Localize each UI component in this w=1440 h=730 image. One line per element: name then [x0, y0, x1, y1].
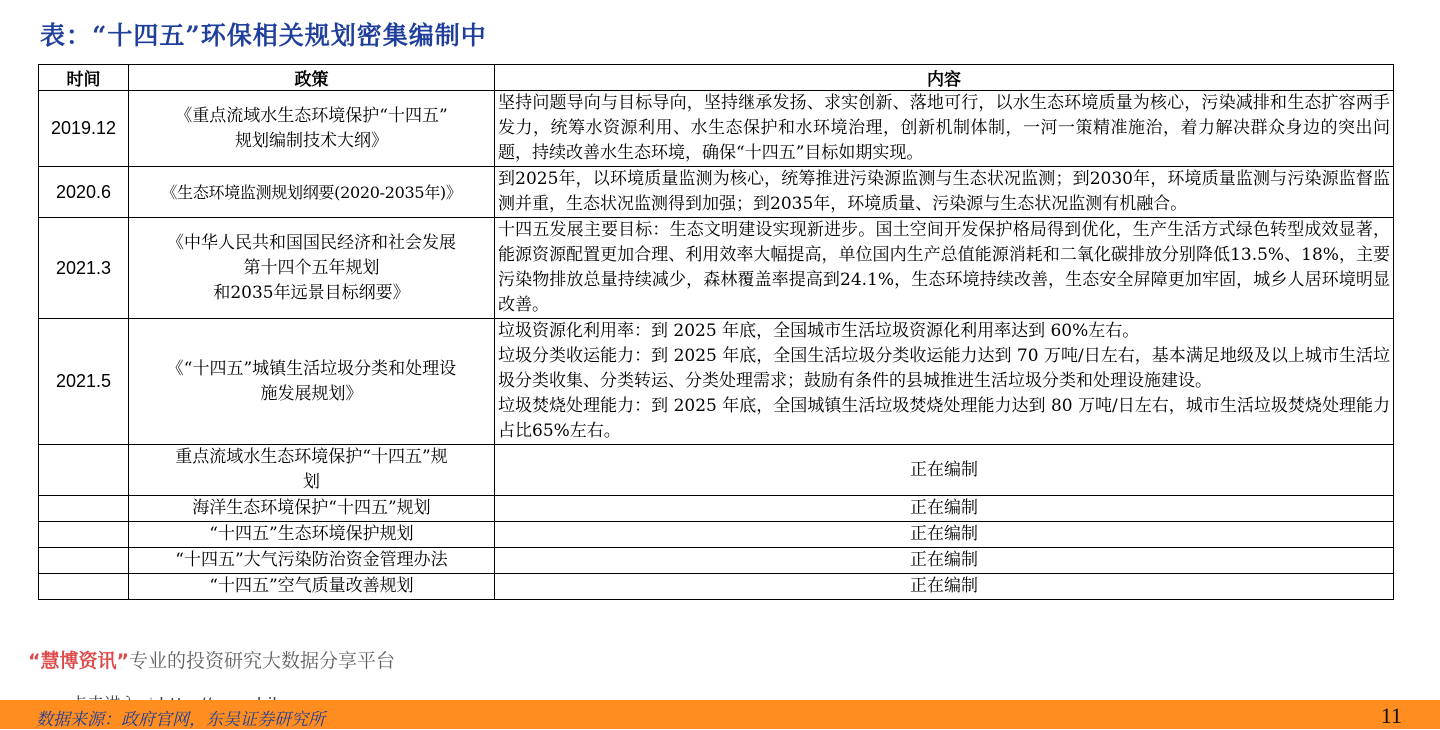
watermark-slogan: 专业的投资研究大数据分享平台: [128, 650, 395, 672]
policy-line: 和2035年远景目标纲要》: [213, 282, 410, 303]
policy-line: 重点流域水生态环境保护“十四五”规: [175, 447, 448, 467]
content-paragraph: 垃圾焚烧处理能力：到 2025 年底，全国城镇生活垃圾焚烧处理能力达到 80 万吨/日左右，城市生活垃圾焚烧处理能力占比65%左右。: [498, 396, 1390, 441]
row-content: 正在编制: [495, 574, 1394, 600]
policy-line: 施发展规划》: [260, 383, 363, 404]
page-title: 表：“十四五”环保相关规划密集编制中: [40, 21, 487, 50]
content-paragraph: 到2025年，以环境质量监测为核心，统筹推进污染源监测与生态状况监测；到2030年，环境质量监测与污染源监督监测并重，生态状况监测得到加强；到2035年，环境质量、污染源与生态状况监测有机融合。: [498, 169, 1390, 214]
header-policy: 政策: [129, 65, 495, 91]
content-paragraph: 垃圾分类收运能力：到 2025 年底，全国生活垃圾分类收运能力达到 70 万吨/日左右，基本满足地级及以上城市生活垃圾分类收集、分类转运、分类处理需求；鼓励有条件的县城推进生活垃圾分类和处理设施建设。: [498, 346, 1390, 391]
table-row: [39, 445, 1394, 496]
row-time: [39, 496, 129, 522]
table-row: [39, 167, 1394, 218]
policy-line: 《重点流域水生态环境保护“十四五”: [175, 105, 448, 126]
watermark-brand: “慧博资讯”: [28, 650, 129, 672]
content-paragraph: 坚持问题导向与目标导向，坚持继承发扬、求实创新、落地可行，以水生态环境质量为核心，污染减排和生态扩容两手发力，统筹水资源利用、水生态保护和水环境治理，创新机制体制，一河一策精准施治，着力解决群众身边的突出问题，持续改善水生态环境，确保“十四五”目标如期实现。: [498, 93, 1390, 163]
header-time: 时间: [39, 65, 129, 91]
table-row: [39, 548, 1394, 574]
row-policy: [129, 91, 495, 167]
row-time: 2020.6: [39, 167, 129, 218]
table-row: [39, 574, 1394, 600]
table-row: [39, 319, 1394, 445]
table-header-row: [39, 65, 1394, 91]
content-paragraph: 十四五发展主要目标：生态文明建设实现新进步。国土空间开发保护格局得到优化，生产生活方式绿色转型成效显著，能源资源配置更加合理、利用效率大幅提高，单位国内生产总值能源消耗和二氧化碳排放分别降低13.5%、18%，主要污染物排放总量持续减少，森林覆盖率提高到24.1%，生态环境持续改善，生态安全屏障更加牢固，城乡人居环境明显改善。: [498, 220, 1390, 315]
row-time: [39, 522, 129, 548]
page-number: 11: [1380, 703, 1402, 728]
policy-line: 规划编制技术大纲》: [235, 130, 388, 151]
row-content: 正在编制: [495, 445, 1394, 496]
table-row: [39, 496, 1394, 522]
policy-line: 《“十四五”城镇生活垃圾分类和处理设: [166, 358, 457, 379]
policy-line: 《中华人民共和国国民经济和社会发展: [167, 232, 456, 253]
row-content: [495, 218, 1394, 319]
table-row: [39, 522, 1394, 548]
row-time: 2021.3: [39, 218, 129, 319]
row-policy: “十四五”大气污染防治资金管理办法: [129, 548, 495, 574]
row-time: 2021.5: [39, 319, 129, 445]
policy-line: 《生态环境监测规划纲要(2020-2035年)》: [161, 182, 462, 202]
policy-line: 划: [303, 472, 320, 492]
row-policy: [129, 445, 495, 496]
row-content: [495, 167, 1394, 218]
row-policy: “十四五”生态环境保护规划: [129, 522, 495, 548]
table-row: [39, 218, 1394, 319]
header-content: 内容: [495, 65, 1394, 91]
row-time: [39, 548, 129, 574]
row-policy: [129, 167, 495, 218]
row-time: [39, 445, 129, 496]
row-policy: [129, 319, 495, 445]
row-time: 2019.12: [39, 91, 129, 167]
row-time: [39, 574, 129, 600]
row-policy: 海洋生态环境保护“十四五”规划: [129, 496, 495, 522]
row-content: 正在编制: [495, 522, 1394, 548]
row-policy: “十四五”空气质量改善规划: [129, 574, 495, 600]
source-note: 数据来源：政府官网，东吴证券研究所: [36, 710, 325, 730]
policy-table: [38, 64, 1394, 600]
row-content: [495, 319, 1394, 445]
watermark: [28, 646, 395, 673]
policy-line: 第十四个五年规划: [243, 257, 380, 278]
row-content: 正在编制: [495, 548, 1394, 574]
content-paragraph: 垃圾资源化利用率：到 2025 年底，全国城市生活垃圾资源化利用率达到 60%左右。: [498, 321, 1140, 341]
row-policy: [129, 218, 495, 319]
row-content: [495, 91, 1394, 167]
table-row: [39, 91, 1394, 167]
row-content: 正在编制: [495, 496, 1394, 522]
